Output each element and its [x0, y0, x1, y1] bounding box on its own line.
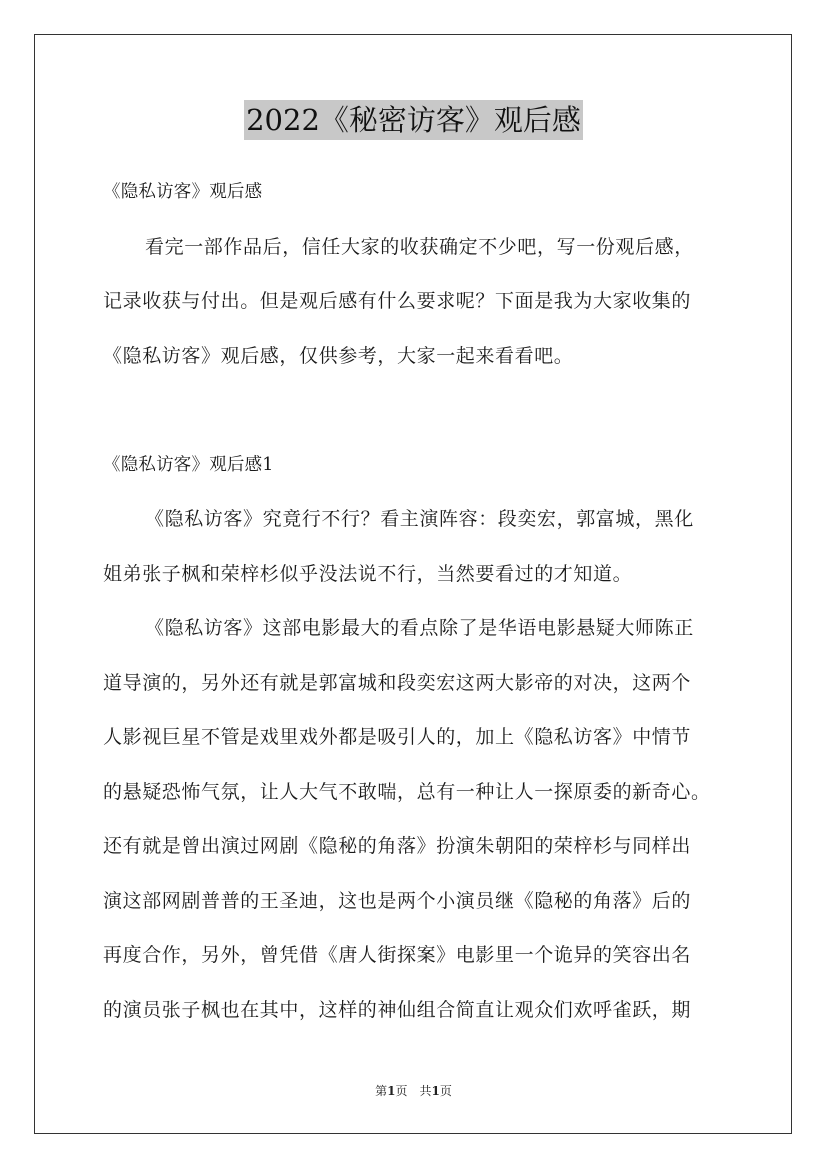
paragraph-line: 的悬疑恐怖气氛，让人大气不敢喘，总有一种让人一探原委的新奇心。 [103, 780, 711, 803]
paragraph-line: 演这部网剧普普的王圣迪，这也是两个小演员继《隐秘的角落》后的 [103, 889, 692, 912]
paragraph-line: 再度合作，另外，曾凭借《唐人街探案》电影里一个诡异的笑容出名 [103, 944, 692, 966]
intro-heading: 《隐私访客》观后感 [103, 182, 263, 202]
title-container [0, 100, 827, 140]
paragraph-line: 《隐私访客》这部电影最大的看点除了是华语电影悬疑大师陈正 [145, 617, 694, 639]
document-title: 2022《秘密访客》观后感 [244, 100, 583, 140]
page-label-suffix: 页 [439, 1084, 452, 1098]
section-heading: 《隐私访客》观后感1 [103, 454, 274, 475]
intro-line: 记录收获与付出。但是观后感有什么要求呢？下面是我为大家收集的 [103, 290, 692, 312]
spacer [103, 383, 727, 438]
paragraph-line: 道导演的，另外还有就是郭富城和段奕宏这两大影帝的对决，这两个 [103, 671, 692, 694]
paragraph-line: 还有就是曾出演过网剧《隐秘的角落》扮演朱朝阳的荣梓杉与同样出 [103, 835, 692, 857]
intro-line: 看完一部作品后，信任大家的收获确定不少吧，写一份观后感， [145, 235, 694, 258]
page-number: 1 [387, 1084, 396, 1098]
paragraph-line: 人影视巨星不管是戏里戏外都是吸引人的，加上《隐私访客》中情节 [103, 726, 692, 748]
page-label-mid: 页 共 [395, 1084, 432, 1098]
page-footer [0, 1082, 827, 1099]
total-pages: 1 [431, 1084, 440, 1098]
paragraph-line: 的演员张子枫也在其中，这样的神仙组合简直让观众们欢呼雀跃，期 [103, 998, 692, 1021]
page-label-prefix: 第 [375, 1084, 388, 1098]
paragraph-line: 姐弟张子枫和荣梓杉似乎没法说不行，当然要看过的才知道。 [103, 562, 633, 585]
document-body [103, 165, 727, 1037]
paragraph-line: 《隐私访客》究竟行不行？看主演阵容：段奕宏，郭富城，黑化 [145, 508, 694, 530]
intro-line: 《隐私访客》观后感，仅供参考，大家一起来看看吧。 [103, 344, 574, 367]
